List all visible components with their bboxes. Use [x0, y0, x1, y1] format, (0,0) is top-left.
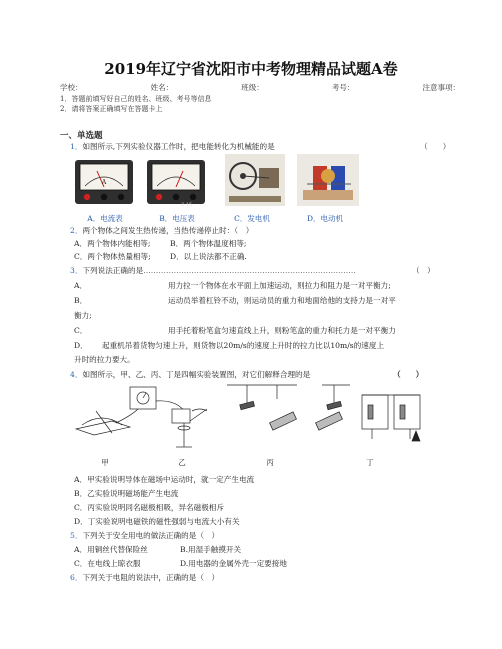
q2-option-c: C．两个物体热量相等;: [74, 252, 151, 261]
question-4: [70, 369, 310, 381]
question-1: [70, 141, 440, 153]
fig-label-jia: 甲: [101, 458, 109, 467]
q3-dots: …………………………………………………………………………: [143, 266, 356, 275]
q3-option-a-text: 用力拉一个物体在水平面上加速运动，则拉力和阻力是一对平衡力;: [168, 281, 391, 290]
question-3: [70, 265, 450, 277]
q5-option-c: C．在电线上晾衣服: [74, 559, 141, 568]
q3-option-b-label: B．: [74, 296, 88, 305]
note-1: 1．答题前填写好自己的姓名、班级、考号等信息: [60, 95, 212, 103]
q5-option-d: D.用电器的金属外壳一定要接地: [180, 559, 287, 568]
section-heading: 一、单选题: [60, 131, 103, 141]
page-title: 2019年辽宁省沈阳市中考物理精品试题A卷: [104, 60, 398, 78]
notice-field: 注意事项：: [422, 83, 460, 92]
q5-option-a: A．用铜丝代替保险丝: [74, 545, 148, 554]
q3-option-d-cont: 升时的拉力要大。: [74, 355, 135, 364]
q4-option-d: D．丁实验说明电磁铁的磁性强弱与电流大小有关: [74, 517, 240, 526]
figure-ding: [362, 395, 420, 441]
voltmeter-image: [147, 160, 205, 208]
ammeter-image: [75, 160, 133, 204]
q4-number: 4．: [70, 370, 83, 379]
question-6: [70, 572, 219, 584]
q1-text: 如图所示,下列实验仪器工作时，把电能转化为机械能的是: [82, 142, 275, 151]
q6-text: 下列关于电阻的说法中，正确的是（ ）: [82, 573, 220, 582]
q3-option-b-text: 运动员举着杠铃不动，则运动员的重力和地面给他的支持力是一对平: [168, 296, 396, 305]
school-field: 学校：: [60, 83, 83, 92]
q4-figures-svg: [72, 381, 432, 459]
q3-option-a-label: A．: [74, 281, 88, 290]
q4-paren: （ ）: [393, 370, 424, 379]
q2-number: 2．: [70, 226, 83, 235]
q3-text: 下列说法正确的是: [82, 266, 144, 275]
fig-label-yi: 乙: [178, 458, 186, 467]
q2-text: 两个物体之间发生热传递，当热传递停止时：（ ）: [82, 226, 254, 235]
q1-figures-svg: [75, 154, 430, 214]
q3-option-d-label: D．: [74, 341, 88, 350]
generator-image: [225, 154, 285, 206]
question-5: [70, 530, 219, 542]
student-info-line: [60, 82, 460, 93]
q2-option-d: D．以上说法都不正确.: [170, 252, 247, 261]
q1-option-b: B．电压表: [159, 214, 195, 223]
q5-option-b: B.用湿手触摸开关: [180, 545, 242, 554]
q3-option-c-text: 用手托着粉笔盒匀速直线上升，则粉笔盒的重力和托力是一对平衡力: [168, 326, 396, 335]
q5-text: 下列关于安全用电的做法正确的是（ ）: [82, 531, 220, 540]
fig-label-bing: 丙: [266, 458, 274, 467]
q4-option-a: A．甲实验说明导体在磁场中运动时，就一定产生电流: [74, 475, 255, 484]
q6-number: 6．: [70, 573, 83, 582]
q5-number: 5．: [70, 531, 83, 540]
q3-option-c-label: C．: [74, 326, 88, 335]
motor-image: [297, 154, 359, 206]
q2-option-a: A．两个物体内能相等;: [74, 239, 151, 248]
q1-option-d: D．电动机: [306, 214, 343, 223]
question-2: [70, 225, 253, 237]
q3-option-b-cont: 衡力;: [74, 311, 92, 320]
q4-text: 如图所示，甲、乙、丙、丁是四幅实验装置图，对它们解释合理的是: [82, 370, 311, 379]
q4-option-b: B．乙实验说明磁场能产生电流: [74, 489, 179, 498]
figure-bing: [227, 385, 350, 430]
name-field: 姓名：: [150, 83, 174, 92]
q1-figures: [75, 154, 430, 214]
q2-option-b: B．两个物体温度相等;: [170, 239, 247, 248]
voltmeter-scale-label: 3 15: [181, 202, 193, 208]
id-field: 考号：: [331, 83, 355, 92]
q1-option-c: C．发电机: [234, 214, 270, 223]
class-field: 班级：: [241, 83, 264, 92]
figure-yi: [172, 409, 207, 447]
q1-paren: （ ）: [420, 142, 451, 151]
note-2: 2．请将答案正确填写在答题卡上: [60, 105, 163, 113]
q4-option-c: C．丙实验说明同名磁极相吸，异名磁极相斥: [74, 503, 225, 512]
q1-number: 1．: [70, 142, 83, 151]
q3-option-d-text: 起重机吊着货物匀速上升，则货物以20m/s的速度上升时的拉力比以10m/s的速度上: [102, 341, 385, 350]
fig-label-ding: 丁: [366, 458, 374, 467]
svg-text:A: A: [101, 179, 107, 186]
q4-figures: [72, 381, 432, 459]
notes: [60, 94, 211, 114]
q3-number: 3．: [70, 266, 83, 275]
q3-paren: （ ）: [412, 266, 435, 275]
q1-option-a: A．电流表: [87, 214, 123, 223]
